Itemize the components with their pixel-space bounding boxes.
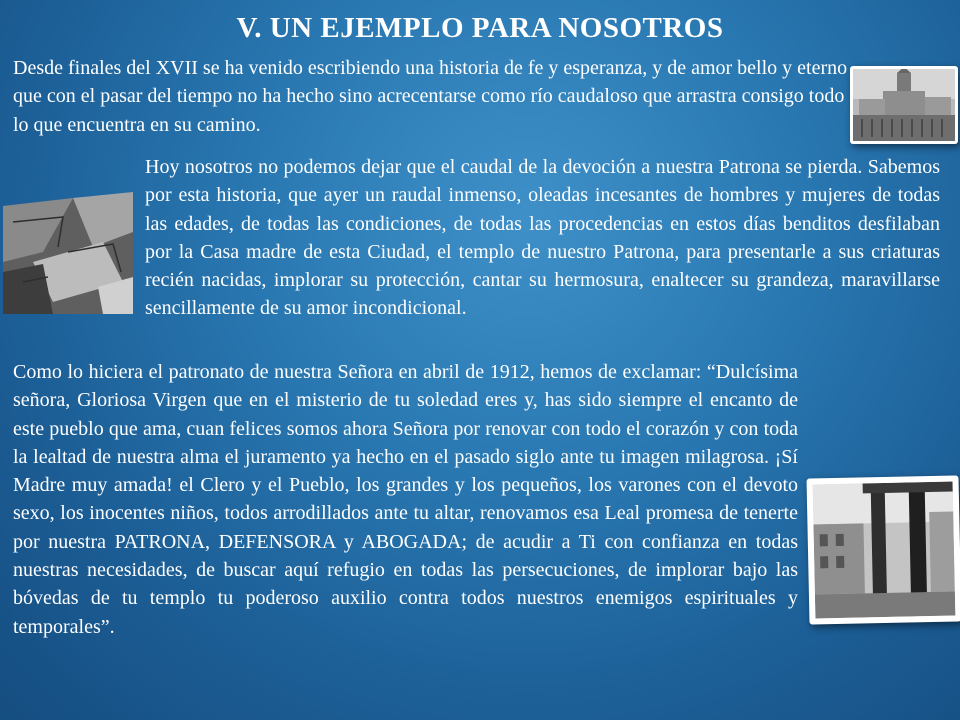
slide-title: V. UN EJEMPLO PARA NOSOTROS (236, 12, 724, 44)
paragraph-devotion: Hoy nosotros no podemos dejar que el caudal de la devoción a nuestra Patrona se pierda. Sabemos por esta historia, que ayer un raudal inmenso, oleadas incesantes de hombres y mujeres de todas las edades, de todas las condiciones, de todas las procedencias en estos días benditos desfilaban por la Casa madre de esta Ciudad, el templo de nuestro Patrona, para presentarle a sus criaturas recién nacidas, implorar su protección, cantar su hermosura, enaltecer su grandeza, maravillarse sencillamente de su amor incondicional. (145, 156, 940, 320)
aerial-city-photo (3, 192, 133, 314)
arcade-columns-photo (806, 475, 960, 624)
church-facade-photo (850, 66, 958, 144)
paragraph-oath: Como lo hiciera el patronato de nuestra Señora en abril de 1912, hemos de exclamar: “Dulcísima señora, Gloriosa Virgen que en el misterio de tu soledad eres y, has sido siempre el encanto de este pueblo que ama, cuan felices somos ahora Señora por renovar con todo el corazón y con toda la lealtad de nuestra alma el juramento ya hecho en el pasado siglo ante tu imagen milagrosa. ¡Sí Madre muy amada! el Clero y el Pueblo, los grandes y los pequeños, los varones con el devoto sexo, los inocentes niños, todos arrodillados ante tu altar, renovamos esa Leal promesa de tenerte por nuestra PATRONA, DEFENSORA y ABOGADA; de acudir a Ti con confianza en todas nuestras necesidades, de buscar aquí refugio en todas las persecuciones, de implorar bajo las bóvedas de tu templo tu poderoso auxilio contra todos nuestros enemigos espirituales y temporales”. (13, 361, 798, 638)
paragraph-intro: Desde finales del XVII se ha venido escribiendo una historia de fe y esperanza, y de amor bello y eterno que con el pasar del tiempo no ha hecho sino acrecentarse como río caudaloso que arrastra consigo todo lo que encuentra en su camino. (13, 57, 848, 136)
